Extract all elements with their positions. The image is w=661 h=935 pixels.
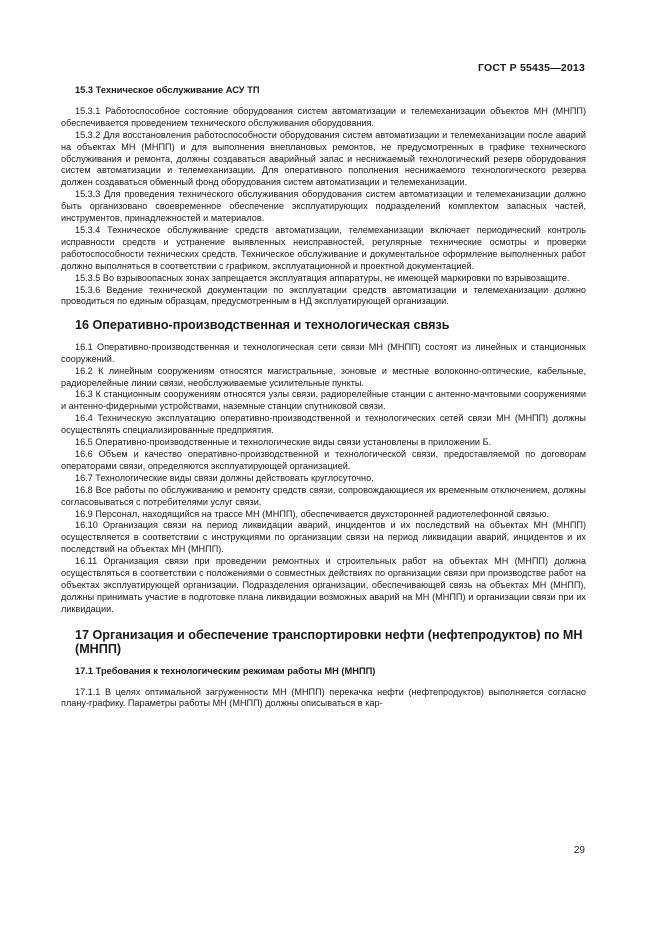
document-id-header: ГОСТ Р 55435—2013 xyxy=(477,62,585,74)
paragraph-15-3-6: 15.3.6 Ведение технической документации по эксплуатации средств автоматизации и телемеханизации должно проводиться по единым образцам, предусмотренным в НД эксплуатирующей организации. xyxy=(61,284,586,307)
paragraph-16-1: 16.1 Оперативно-производственная и технологическая сети связи МН (МНПП) состоят из линейных и станционных сооружений. xyxy=(61,341,586,364)
section-17-1-heading: 17.1 Требования к технологическим режимам работы МН (МНПП) xyxy=(75,665,376,676)
section-15-3-heading: 15.3 Техническое обслуживание АСУ ТП xyxy=(75,85,260,95)
paragraph-16-11: 16.11 Организация связи при проведении ремонтных и строительных работ на объектах МН (МНПП) должна осуществляться в соответствии с положениями о совместных действиях по организации связи при производстве работ на объектах эксплуатирующей организации. Подразделения организации, обеспечивающей связь на объектах МН (МНПП), должны принимать участие в подготовке плана ликвидации возможных аварий на МН (МНПП) и организации связи при их ликвидации. xyxy=(61,556,586,614)
paragraph-17-1-1: 17.1.1 В целях оптимальной загруженности МН (МНПП) перекачка нефти (нефтепродуктов) выполняется согласно плану-графику. Параметры работы МН (МНПП) должны описываться в кар- xyxy=(61,686,586,709)
paragraph-16-4: 16.4 Техническую эксплуатацию оперативно-производственной и технологических сетей связи МН (МНПП) должны осуществлять специализированные предприятия. xyxy=(61,413,586,436)
page-number: 29 xyxy=(573,845,585,856)
paragraph-16-7: 16.7 Технологические виды связи должны действовать круглосуточно. xyxy=(75,472,374,483)
paragraph-16-5: 16.5 Оперативно-производственные и технологические виды связи установлены в приложении Б. xyxy=(75,437,492,448)
section-16-heading: 16 Оперативно-производственная и технологическая связь xyxy=(75,318,450,333)
paragraph-16-2: 16.2 К линейным сооружениям относятся магистральные, зоновые и местные волоконно-оптические, кабельные, радиорелейные линии связи, необслуживаемые усилительные пункты. xyxy=(61,365,586,388)
paragraph-16-8: 16.8 Все работы по обслуживанию и ремонту средств связи, сопровождающиеся их временным отключением, должны согласовываться с потребителями услуг связи. xyxy=(61,484,586,507)
paragraph-16-6: 16.6 Объем и качество оперативно-производственной и технологической связи, предоставляемой по договорам операторами связи, определяются эксплуатирующей организацией. xyxy=(61,448,586,471)
paragraph-15-3-1: 15.3.1 Работоспособное состояние оборудования систем автоматизации и телемеханизации объектов МН (МНПП) обеспечивается проведением технического обслуживания оборудования. xyxy=(61,105,586,128)
section-17-heading: 17 Организация и обеспечение транспортировки нефти (нефтепродуктов) по МН (МНПП) xyxy=(75,627,583,657)
paragraph-16-3: 16.3 К станционным сооружениям относятся узлы связи, радиорелейные станции с антенно-мачтовыми сооружениями и антенно-фидерными устройствами, наземные станции спутниковой связи. xyxy=(61,389,586,412)
paragraph-15-3-5: 15.3.5 Во взрывоопасных зонах запрещается эксплуатация аппаратуры, не имеющей маркировки по взрывозащите. xyxy=(75,272,570,283)
paragraph-15-3-2: 15.3.2 Для восстановления работоспособности оборудования систем автоматизации и телемеханизации после аварий на объектах МН (МНПП) и для выполнения внеплановых ремонтов, не предусмотренных в графике технического обслуживания и ремонта, должны создаваться аварийный запас и неснижаемый технологический резерв оборудования систем автоматизации и телемеханизации. Для оперативного пополнения неснижаемого технологического резерва должен создаваться обменный фонд оборудования систем автоматизации и телемеханизации. xyxy=(61,129,586,188)
paragraph-16-9: 16.9 Персонал, находящийся на трассе МН (МНПП), обеспечивается двухсторонней радиотелефонной связью. xyxy=(75,508,549,519)
paragraph-15-3-4: 15.3.4 Техническое обслуживание средств автоматизации, телемеханизации включает периодический контроль исправности средств и устранение выявленных неисправностей, регулярные технические осмотры и проверки работоспособности технических средств. Техническое обслуживание и документальное оформление выполненных работ должно выполняться в соответствии с графиком, эксплуатационной и проектной документацией. xyxy=(61,224,586,271)
document-body xyxy=(61,85,586,710)
paragraph-15-3-3: 15.3.3 Для проведения технического обслуживания оборудования систем автоматизации и телемеханизации должно быть организовано своевременное обеспечение эксплуатирующих подразделений комплектом запасных частей, инструментов, принадлежностей и материалов. xyxy=(61,189,586,224)
paragraph-16-10: 16.10 Организация связи на период ликвидации аварий, инцидентов и их последствий на объектах МН (МНПП) осуществляется в соответствии с инструкциями по организации связи на период ликвидации аварий, инцидентов и их последствий на объектах МН (МНПП). xyxy=(61,520,586,555)
